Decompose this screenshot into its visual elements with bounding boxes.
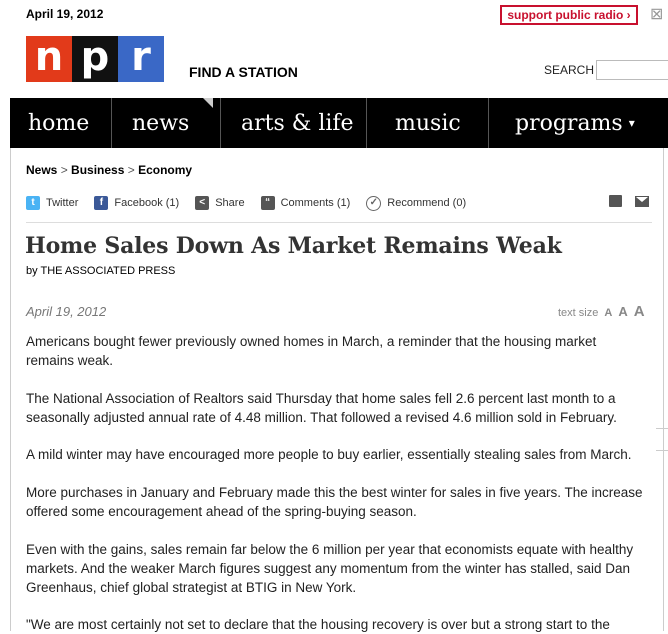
nav-music[interactable]: music: [367, 98, 489, 148]
breadcrumb-news[interactable]: News: [26, 163, 58, 177]
comments-label: Comments (1): [280, 197, 351, 209]
comments-button[interactable]: [261, 196, 351, 210]
article-byline: by THE ASSOCIATED PRESS: [26, 265, 176, 277]
print-icon[interactable]: [609, 195, 622, 207]
breadcrumb: [26, 163, 192, 177]
search-input[interactable]: [596, 60, 668, 80]
article-paragraph: "We are most certainly not set to declare that the housing recovery is over but a strong start to the: [26, 617, 610, 632]
check-circle-icon: ✓: [366, 196, 381, 211]
cart-icon[interactable]: ⊠: [650, 6, 664, 23]
logo-letter-r: r: [118, 36, 164, 82]
article-paragraph: The National Association of Realtors said Thursday that home sales fell 2.6 percent last month to a seasonally adjusted annual rate of 4.48 million. That followed a revised 4.6 million sold in February.: [26, 391, 617, 425]
scrollbar-track[interactable]: [656, 420, 668, 460]
text-size-control: [558, 303, 645, 320]
share-icon: <: [195, 196, 209, 210]
nav-active-corner: [203, 98, 213, 108]
article-paragraph: Americans bought fewer previously owned homes in March, a reminder that the housing market remains weak.: [26, 334, 597, 368]
text-size-large-button[interactable]: A: [633, 303, 645, 320]
breadcrumb-business[interactable]: Business: [71, 163, 125, 177]
breadcrumb-economy[interactable]: Economy: [138, 163, 193, 177]
nav-programs[interactable]: [489, 98, 668, 148]
article-headline: Home Sales Down As Market Remains Weak: [25, 233, 562, 259]
find-a-station-link[interactable]: FIND A STATION: [189, 64, 298, 80]
share-button[interactable]: [195, 196, 244, 210]
breadcrumb-sep: >: [124, 163, 139, 177]
text-size-label: text size: [558, 307, 599, 319]
breadcrumb-sep: >: [57, 163, 72, 177]
nav-arts-life[interactable]: arts & life: [221, 98, 367, 148]
text-size-small-button[interactable]: A: [604, 307, 613, 319]
nav-programs-label: programs: [515, 110, 623, 136]
logo-letter-n: n: [26, 36, 72, 82]
recommend-label: Recommend (0): [387, 197, 467, 209]
article-paragraph: A mild winter may have encouraged more people to buy earlier, essentially stealing sales from March.: [26, 447, 632, 462]
search-label: SEARCH: [544, 63, 595, 77]
comment-icon: “: [261, 196, 275, 210]
facebook-button[interactable]: [94, 196, 179, 210]
twitter-icon: t: [26, 196, 40, 210]
nav-home[interactable]: home: [10, 98, 112, 148]
article-paragraph: More purchases in January and February made this the best winter for sales in five years. The increase offered some encouragement ahead of the spring-buying season.: [26, 485, 643, 519]
logo-letter-p: p: [72, 36, 118, 82]
top-date: April 19, 2012: [26, 7, 104, 21]
nav-news[interactable]: news: [112, 98, 221, 148]
chevron-down-icon: ▾: [628, 116, 635, 130]
recommend-button[interactable]: [366, 196, 466, 211]
email-icon[interactable]: [635, 196, 649, 207]
divider: [26, 222, 652, 223]
article-date: April 19, 2012: [26, 304, 107, 319]
facebook-label: Facebook (1): [114, 197, 180, 209]
main-nav: [10, 98, 668, 148]
text-size-medium-button[interactable]: A: [618, 304, 628, 319]
npr-logo[interactable]: [26, 36, 164, 82]
twitter-label: Twitter: [46, 197, 79, 209]
facebook-icon: f: [94, 196, 108, 210]
twitter-button[interactable]: [26, 196, 78, 210]
article-paragraph: Even with the gains, sales remain far below the 6 million per year that economists equate with healthy markets. And the weaker March figures suggest any momentum from the winter has stalled, said Dan Greenhaus, chief global strategist at BTIG in New York.: [26, 542, 634, 595]
share-label: Share: [215, 197, 245, 209]
social-bar: [26, 195, 482, 211]
support-public-radio-button[interactable]: support public radio ›: [500, 5, 638, 25]
